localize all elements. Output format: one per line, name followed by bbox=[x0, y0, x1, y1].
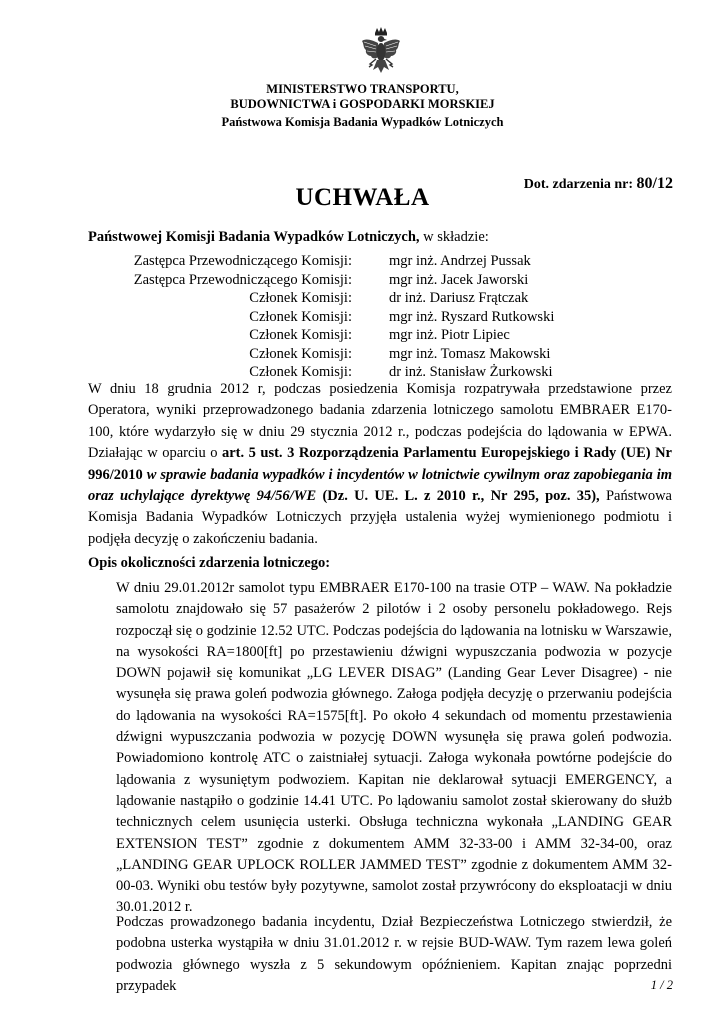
member-name: dr inż. Dariusz Frątczak bbox=[389, 290, 529, 306]
member-role: Członek Komisji: bbox=[249, 327, 352, 343]
member-name: mgr inż. Ryszard Rutkowski bbox=[389, 308, 555, 325]
journal-reference: (Dz. U. UE. L. z 2010 r., Nr 295, poz. 35), bbox=[316, 488, 600, 505]
member-role: Zastępca Przewodniczącego Komisji: bbox=[133, 253, 352, 269]
member-name: mgr inż. Piotr Lipiec bbox=[389, 327, 510, 343]
member-row bbox=[88, 271, 648, 290]
regulation-reference: art. 5 ust. 3 Rozporządzenia Parlamentu Europejskiego i Rady (UE) Nr 996/2010 bbox=[88, 445, 672, 483]
member-name: mgr inż. Jacek Jaworski bbox=[389, 271, 529, 288]
composition-intro-rest: w składzie: bbox=[419, 229, 489, 245]
investigation-paragraph: Podczas prowadzonego badania incydentu, Dział Bezpieczeństwa Lotniczego stwierdził, że podobna usterka wystąpiła w dniu 31.01.2012 r. w rejsie BUD-WAW. Tym razem lewa goleń podwozia głównego wyszła z 5 sekundowym opóźnieniem. Kapitan znając poprzedni przypadek bbox=[116, 914, 672, 995]
member-role: Członek Komisji: bbox=[249, 308, 352, 325]
event-reference-number: 80/12 bbox=[636, 175, 673, 192]
member-role: Członek Komisji: bbox=[249, 290, 352, 306]
member-role: Członek Komisji: bbox=[249, 345, 352, 362]
member-row bbox=[88, 289, 648, 308]
document-title: UCHWAŁA bbox=[295, 184, 430, 211]
event-description-paragraph: W dniu 29.01.2012r samolot typu EMBRAER E170-100 na trasie OTP – WAW. Na pokładzie samolotu znajdowało się 57 pasażerów 2 pilotów i 2 osoby personelu pokładowego. Rejs rozpoczął się o godzinie 12.52 UTC. Podczas podejścia do lądowania na lotnisku w Warszawie, na wysokości RA=1800[ft] po przestawieniu dźwigni wypuszczania podwozia w pozycje DOWN pojawił się komunikat „LG LEVER DISAG” (Landing Gear Lever Disagree) - nie wysunęła się prawa goleń podwozia głównego. Załoga podjęła decyzję o przerwaniu podejścia do lądowania na wysokości RA=1575[ft]. Po około 4 sekundach od momentu przestawienia dźwigni wypuszczania podwozia w pozycję DOWN wysunęła się prawa goleń podwozia. Powiadomiono kontrolę ATC o zaistniałej sytuacji. Załoga wykonała powtórne podejście do lądowania z wysuniętym podwoziem. Kapitan nie deklarował sytuacji EMERGENCY, a lądowanie nastąpiło o godzinie 14.41 UTC. Po lądowaniu samolot został skierowany do służb technicznych celem usunięcia usterki. Obsługa techniczna wykonała „LANDING GEAR EXTENSION TEST” zgodnie z dokumentem AMM 32-33-00 i AMM 32-34-00, oraz „LANDING GEAR UPLOCK ROLLER JAMMED TEST” zgodnie z dokumentem AMM 32-00-03. Wyniki obu testów były pozytywne, samolot został przywrócony do eksploatacji w dniu 30.01.2012 r. bbox=[116, 580, 672, 916]
resolution-text-e: Państwowa Komisja Badania Wypadków Lotniczych przyjęła ustalenia wyżej wymienionego podmiotu i podjęła decyzję o zakończeniu badania. bbox=[88, 488, 672, 547]
composition-intro-bold: Państwowej Komisji Badania Wypadków Lotniczych, bbox=[88, 229, 420, 245]
members-list bbox=[88, 252, 648, 382]
member-row bbox=[88, 252, 648, 271]
member-role: Członek Komisji: bbox=[249, 364, 352, 380]
section-title: Opis okoliczności zdarzenia lotniczego: bbox=[88, 555, 331, 571]
member-name: mgr inż. Andrzej Pussak bbox=[389, 253, 531, 269]
ministry-name-line1: MINISTERSTWO TRANSPORTU, bbox=[266, 82, 459, 96]
page-number: 1 / 2 bbox=[650, 978, 673, 992]
resolution-paragraph bbox=[88, 379, 672, 550]
commission-name: Państwowa Komisja Badania Wypadków Lotniczych bbox=[221, 115, 504, 129]
member-row bbox=[88, 326, 648, 345]
member-name: mgr inż. Tomasz Makowski bbox=[389, 345, 551, 362]
member-row bbox=[88, 308, 648, 327]
member-name: dr inż. Stanisław Żurkowski bbox=[389, 364, 553, 380]
ministry-name-line2: BUDOWNICTWA i GOSPODARKI MORSKIEJ bbox=[230, 97, 495, 111]
resolution-text-a: W dniu 18 grudnia 2012 r, podczas posiedzenia Komisja rozpatrywała przedstawione przez Operatora, wyniki przeprowadzonego badania zdarzenia lotniczego samolotu EMBRAER E170-100, które wydarzyło się w dniu 29 stycznia 2012 r., podczas podejścia do lądowania w EPWA. Działając w oparciu o bbox=[88, 381, 672, 462]
regulation-title: w sprawie badania wypadków i incydentów w lotnictwie cywilnym oraz zapobiegania im oraz uchylające dyrektywę 94/56/WE bbox=[88, 466, 672, 505]
member-row bbox=[88, 345, 648, 364]
composition-intro bbox=[88, 229, 489, 246]
event-reference-label: Dot. zdarzenia nr: bbox=[523, 177, 634, 192]
polish-eagle-icon bbox=[360, 26, 402, 78]
member-role: Zastępca Przewodniczącego Komisji: bbox=[133, 271, 352, 288]
